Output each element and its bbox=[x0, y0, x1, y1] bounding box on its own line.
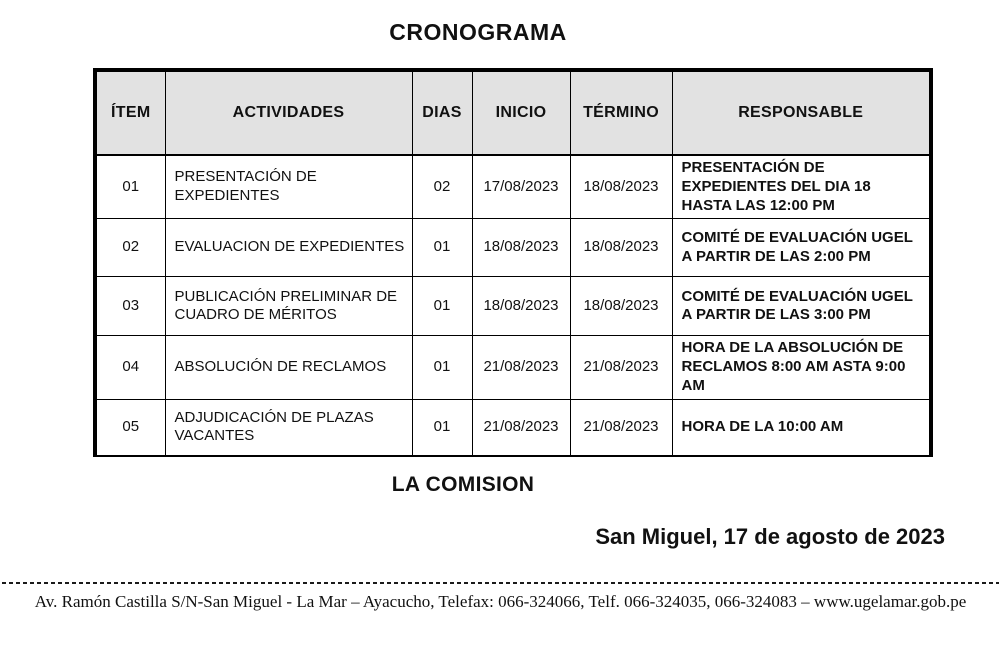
column-header-actividades: ACTIVIDADES bbox=[165, 70, 412, 155]
table-row bbox=[95, 155, 931, 219]
cell-termino: 18/08/2023 bbox=[570, 155, 672, 219]
table-body bbox=[95, 155, 931, 456]
cell-dias: 01 bbox=[412, 277, 472, 336]
cell-responsable: PRESENTACIÓN DE EXPEDIENTES DEL DIA 18 HASTA LAS 12:00 PM bbox=[672, 155, 931, 219]
footer-divider bbox=[2, 582, 999, 584]
table-row bbox=[95, 219, 931, 277]
cell-inicio: 18/08/2023 bbox=[472, 219, 570, 277]
cell-responsable: HORA DE LA 10:00 AM bbox=[672, 399, 931, 456]
column-header-dias: DIAS bbox=[412, 70, 472, 155]
cell-actividad: ADJUDICACIÓN DE PLAZAS VACANTES bbox=[165, 399, 412, 456]
cell-dias: 01 bbox=[412, 399, 472, 456]
cell-item: 01 bbox=[95, 155, 165, 219]
cell-termino: 21/08/2023 bbox=[570, 336, 672, 399]
cell-termino: 18/08/2023 bbox=[570, 219, 672, 277]
footer-address: Av. Ramón Castilla S/N-San Miguel - La Mar – Ayacucho, Telefax: 066-324066, Telf. 066-324035, 066-324083 – www.ugelamar.gob.pe bbox=[34, 592, 967, 611]
cell-inicio: 21/08/2023 bbox=[472, 336, 570, 399]
column-header-responsable: RESPONSABLE bbox=[672, 70, 931, 155]
cell-inicio: 17/08/2023 bbox=[472, 155, 570, 219]
cell-inicio: 21/08/2023 bbox=[472, 399, 570, 456]
cell-responsable: COMITÉ DE EVALUACIÓN UGEL A PARTIR DE LAS 3:00 PM bbox=[672, 277, 931, 336]
cell-item: 05 bbox=[95, 399, 165, 456]
table-row bbox=[95, 277, 931, 336]
cell-dias: 02 bbox=[412, 155, 472, 219]
table-header bbox=[95, 70, 931, 155]
cell-item: 02 bbox=[95, 219, 165, 277]
column-header-item: ÍTEM bbox=[95, 70, 165, 155]
cronograma-table bbox=[93, 68, 933, 457]
header-row bbox=[95, 70, 931, 155]
document-title: CRONOGRAMA bbox=[389, 19, 567, 45]
table-row bbox=[95, 399, 931, 456]
cell-actividad: ABSOLUCIÓN DE RECLAMOS bbox=[165, 336, 412, 399]
commission-label: LA COMISION bbox=[391, 473, 535, 496]
cell-actividad: EVALUACION DE EXPEDIENTES bbox=[165, 219, 412, 277]
cell-termino: 21/08/2023 bbox=[570, 399, 672, 456]
cell-item: 04 bbox=[95, 336, 165, 399]
cell-actividad: PUBLICACIÓN PRELIMINAR DE CUADRO DE MÉRITOS bbox=[165, 277, 412, 336]
column-header-inicio: INICIO bbox=[472, 70, 570, 155]
cell-item: 03 bbox=[95, 277, 165, 336]
dateline: San Miguel, 17 de agosto de 2023 bbox=[595, 524, 945, 549]
cell-termino: 18/08/2023 bbox=[570, 277, 672, 336]
table-row bbox=[95, 336, 931, 399]
column-header-termino: TÉRMINO bbox=[570, 70, 672, 155]
cell-inicio: 18/08/2023 bbox=[472, 277, 570, 336]
cell-responsable: HORA DE LA ABSOLUCIÓN DE RECLAMOS 8:00 AM ASTA 9:00 AM bbox=[672, 336, 931, 399]
cell-actividad: PRESENTACIÓN DE EXPEDIENTES bbox=[165, 155, 412, 219]
cell-dias: 01 bbox=[412, 219, 472, 277]
cell-responsable: COMITÉ DE EVALUACIÓN UGEL A PARTIR DE LAS 2:00 PM bbox=[672, 219, 931, 277]
cell-dias: 01 bbox=[412, 336, 472, 399]
